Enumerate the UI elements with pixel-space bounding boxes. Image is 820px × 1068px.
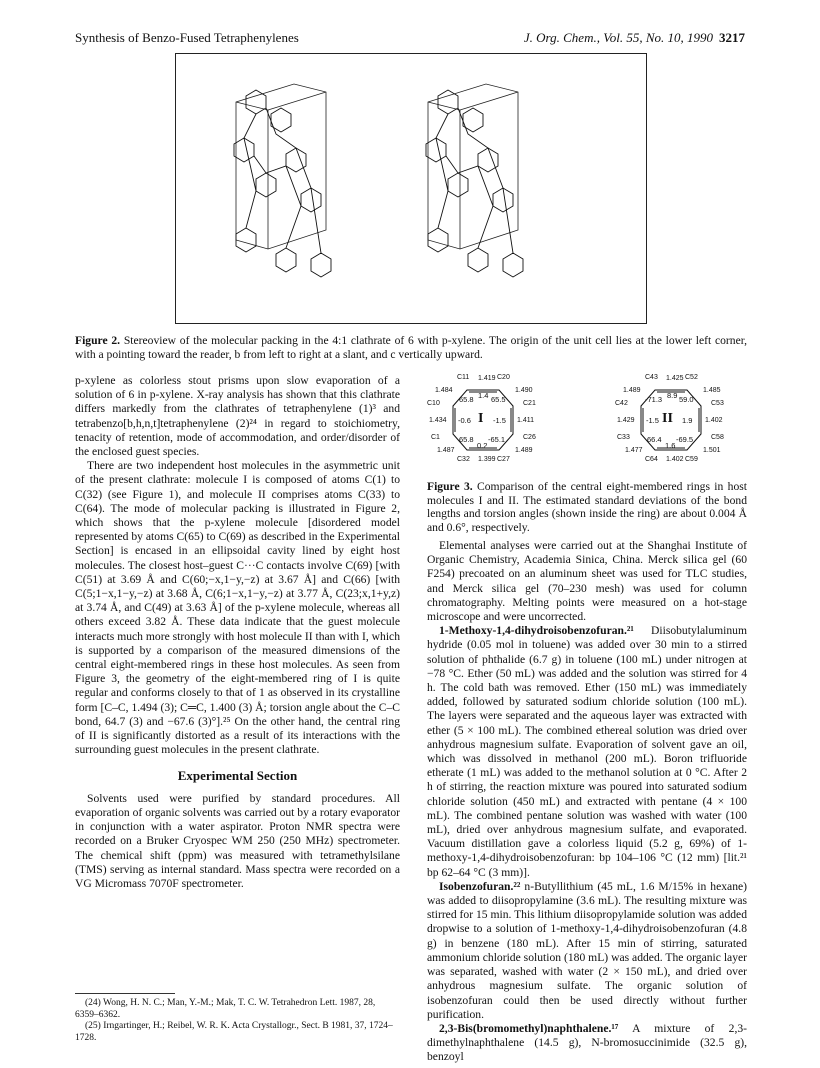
figure-2-stereoview <box>175 53 647 324</box>
atom-label: C21 <box>523 400 536 407</box>
torsion-angle: -71.3 <box>645 395 663 404</box>
bond-length: 1.419 <box>478 375 496 382</box>
atom-label: C1 <box>431 434 440 441</box>
paragraph-body: A mixture of 2,3-dimethylnaphthalene (14.5 g), N-bromosuccinimide (32.5 g), benzoyl <box>427 1021 748 1064</box>
paragraph <box>427 1022 747 1065</box>
bond-length: 1.402 <box>666 456 684 463</box>
footnote-rule <box>75 993 175 994</box>
left-unit-cell <box>236 84 326 249</box>
torsion-angle: -0.6 <box>458 416 471 425</box>
torsion-angle: 65.8 <box>459 435 474 444</box>
paragraph: Solvents used were purified by standard procedures. All evaporation of organic solvents was carried out by a rotary evaporator in conjunction with a water aspirator. Proton NMR spectra were recorded on a Bruker Cryospec WM 250 (250 MHz) spectrometer. The chemical shift (ppm) was measured with tetramethylsilane (TMS) serving as internal standard. Mass spectra were recorded on a VG Micromass 7070F spectrometer. <box>75 791 400 890</box>
torsion-angle: 1.4 <box>478 391 489 400</box>
figure-3-rings <box>427 372 747 468</box>
bond-length: 1.487 <box>437 447 455 454</box>
header-title: Synthesis of Benzo-Fused Tetraphenylenes <box>75 30 299 45</box>
running-header <box>75 30 745 50</box>
bond-length: 1.484 <box>435 387 453 394</box>
paragraph: p-xylene as colorless stout prisms upon slow evaporation of a solution of 6 in p-xylene. X-ray analysis has shown that this clathrate differs markedly from the clathrates of tetraphenylene (1)³ and tetrabenzo[b,h,n,t]tetraphenylene (2)²⁴ in regard to stoichiometry, tenacity of retention, mode of accommodation, and order/disorder of the enclosed guest species. <box>75 374 400 459</box>
figure-3-label: Figure 3. <box>427 480 473 493</box>
ring-diagrams <box>427 372 747 468</box>
page-number: 3217 <box>719 30 745 45</box>
paragraph-body: Diisobutylaluminum hydride (0.05 mol in toluene) was added over 30 min to a stirred solution of phthalide (6.7 g) in toluene (100 mL) under nitrogen at −78 °C. Ether (50 mL) was added and the solution was stirred for 4 h. The cold bath was removed. Ether (150 mL) was immediately added, followed by saturated sodium chloride solution (100 mL). The layers were separated and the aqueous layer was extracted with ether (5 × 100 mL). The combined ethereal solution was dried over anhydrous magnesium sulfate. Evaporation of solvent gave an oil, which was dissolved in methanol (200 mL). Boron trifluoride etherate (1 mL) was added to the methanol solution at 0 °C. After 2 h of stirring, the reaction mixture was poured into saturated sodium chloride solution (450 mL) and extracted with pentane (4 × 100 mL). The combined pentane solution was washed with water (100 mL), dried over anhydrous magnesium sulfate, and evaporated. Vacuum distillation gave a colorless liquid (5.2 g, 69%) of 1-methoxy-1,4-dihydroisobenzofuran: bp 104–106 °C (12 mm) [lit.²¹ bp 62–64 °C (3 mm)]. <box>427 624 747 879</box>
figure-2-caption <box>75 334 747 362</box>
torsion-angle: -1.5 <box>493 416 506 425</box>
torsion-angle: -65.1 <box>488 435 506 444</box>
compound-heading: Isobenzofuran.²² <box>439 879 521 893</box>
journal-citation: J. Org. Chem., Vol. 55, No. 10, 1990 <box>523 30 713 45</box>
atom-label: C33 <box>617 434 630 441</box>
atom-label: C58 <box>711 434 724 441</box>
right-column <box>427 539 747 1065</box>
figure-2-caption-text: Stereoview of the molecular packing in the 4:1 clathrate of 6 with p-xylene. The origin of the unit cell lies at the lower left corner, with a pointing toward the reader, b from left to right at a slant, and c vertically upward. <box>75 334 748 361</box>
figure-2-label: Figure 2. <box>75 334 121 347</box>
torsion-angle: 59.0 <box>679 395 694 404</box>
stereo-packing-drawing <box>176 54 646 323</box>
atom-label: C26 <box>523 434 536 441</box>
bond-length: 1.490 <box>515 387 533 394</box>
atom-label: C64 <box>645 456 658 463</box>
header-journal <box>524 30 745 46</box>
bond-length: 1.425 <box>666 375 684 382</box>
footnotes <box>75 993 400 1044</box>
compound-heading: 1-Methoxy-1,4-dihydroisobenzofuran.²¹ <box>439 624 634 638</box>
atom-label: C32 <box>457 456 470 463</box>
atom-label: C52 <box>685 374 698 381</box>
reference-24: (24) Wong, H. N. C.; Man, Y.-M.; Mak, T. C. W. Tetrahedron Lett. 1987, 28, 6359–6362. <box>75 998 376 1020</box>
paragraph-body: n-Butyllithium (45 mL, 1.6 M/15% in hexane) was added to diisopropylamine (3.6 mL). The resulting mixture was stirred for 15 min. This lithium diisopropylamide solution was added dropwise to a solution of 1-methoxy-1,4-dihydroisobenzofuran (4.8 g) in benzene (180 mL). After 15 min of stirring, saturated ammonium chloride solution (180 mL) was added. The organic layer was separated, washed with water (2 × 150 mL), and dried over anhydrous magnesium sulfate. The organic solution of isobenzofuran could then be used directly without further purification. <box>427 879 747 1021</box>
paragraph: There are two independent host molecules in the asymmetric unit of the present clathrate: molecule I is composed of atoms C(1) to C(32) (see Figure 1), and molecule II comprises atoms C(33) to C(64). The mode of molecular packing is illustrated in Figure 2, which shows that the p-xylene molecule [disordered model represented by atoms C(65) to C(69) as described in the Experimental Section] is encased in an ellipsoidal cavity lined by eight host molecules. The closest host–guest C···C contacts involve C(69) [with C(51) at 3.69 Å and C(60;−x,1−y,−z) at 3.67 Å] and C(66) [with C(5;1−x,1−y,−z) at 3.68 Å, C(6;1−x,1−y,−z) at 3.77 Å, C(23;x,1+y,z) at 3.74 Å, and C(49) at 3.63 Å] of the p-xylene molecule, whereas all others exceed 3.82 Å. These data indicate that the guest molecule interacts much more strongly with host molecule II than with I, which is supported by a comparison of the measured dimensions of the central eight-membered rings in these host molecules. As seen from Figure 3, the geometry of the eight-membered ring of I is quite regular and conforms closely to that of 1 as observed in its crystalline form [C–C, 1.494 (3); C═C, 1.400 (3) Å; torsion angle about the C–C bond, 64.7 (3) and −67.6 (3)°].²⁵ On the other hand, the central ring of II is significantly distorted as a result of its interactions with the surrounding guest molecules in the present clathrate. <box>75 459 400 757</box>
atom-label: C59 <box>685 456 698 463</box>
compound-heading: 2,3-Bis(bromomethyl)naphthalene.¹⁷ <box>439 1021 619 1035</box>
atom-label: C20 <box>497 374 510 381</box>
reference-25: (25) Irngartinger, H.; Reibel, W. R. K. Acta Crystallogr., Sect. B 1981, 37, 1724–1728. <box>75 1021 393 1043</box>
atom-label: C43 <box>645 374 658 381</box>
bond-length: 1.429 <box>617 417 635 424</box>
bond-length: 1.489 <box>515 447 533 454</box>
bond-length: 1.434 <box>429 417 447 424</box>
bond-length: 1.399 <box>478 456 496 463</box>
torsion-angle: 0.2 <box>477 441 488 450</box>
bond-length: 1.501 <box>703 447 721 454</box>
bond-length: 1.489 <box>623 387 641 394</box>
torsion-angle: 65.5 <box>491 395 506 404</box>
ring-I-label: I <box>478 411 484 426</box>
bond-length: 1.477 <box>625 447 643 454</box>
left-column <box>75 374 400 891</box>
torsion-angle: 1.9 <box>682 416 693 425</box>
bond-length: 1.402 <box>705 417 723 424</box>
paragraph: Elemental analyses were carried out at the Shanghai Institute of Organic Chemistry, Academia Sinica, China. Merck silica gel (60 F254) precoated on an aluminum sheet was used for TLC studies, and Merck silica gel (70–230 mesh) was used for column chromatography. Melting points were measured on a hot-stage microscope and were uncorrected. <box>427 539 747 624</box>
ring-II-label: II <box>662 411 673 426</box>
figure-3-caption <box>427 480 747 534</box>
bond-length: 1.411 <box>517 417 534 424</box>
atom-label: C53 <box>711 400 724 407</box>
section-heading: Experimental Section <box>177 768 298 784</box>
torsion-angle: -1.5 <box>646 416 659 425</box>
paragraph <box>427 880 747 1022</box>
torsion-angle: -69.5 <box>676 435 694 444</box>
torsion-angle: 65.8 <box>459 395 474 404</box>
bond-length: 1.485 <box>703 387 721 394</box>
atom-label: C11 <box>457 374 470 381</box>
atom-label: C27 <box>497 456 510 463</box>
torsion-angle: 1.6 <box>665 441 676 450</box>
atom-label: C42 <box>615 400 628 407</box>
figure-3-caption-text: Comparison of the central eight-membered rings in host molecules I and II. The estimated standard deviations of the bond lengths and torsion angles (shown inside the ring) are about 0.004 Å and 0.6°, respectively. <box>427 480 747 534</box>
atom-label: C10 <box>427 400 440 407</box>
torsion-angle: 8.9 <box>667 391 678 400</box>
paragraph <box>427 624 747 880</box>
right-unit-cell <box>428 84 518 249</box>
torsion-angle: 66.4 <box>647 435 662 444</box>
